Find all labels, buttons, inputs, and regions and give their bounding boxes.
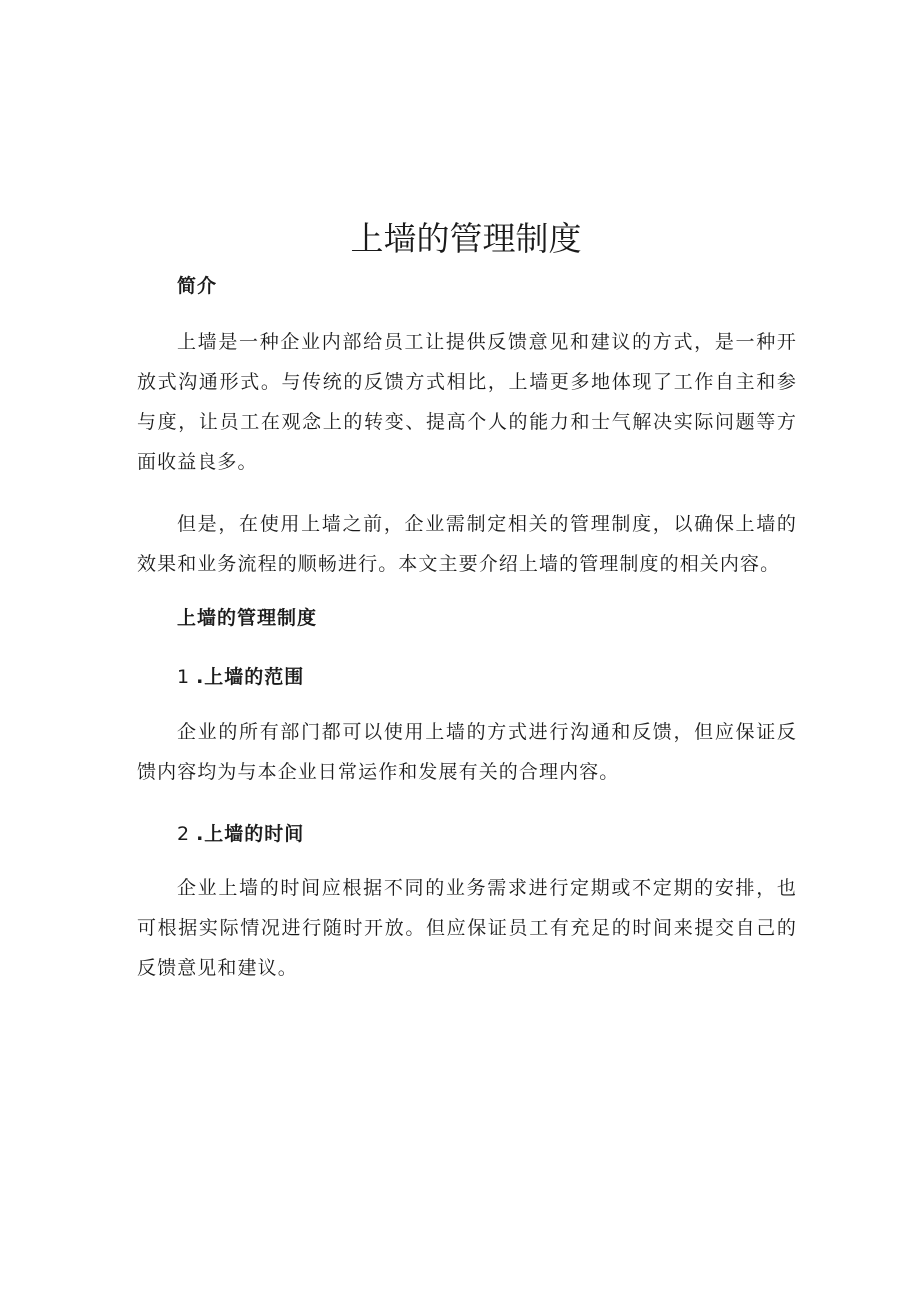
- subsection-body-scope: 企业的所有部门都可以使用上墙的方式进行沟通和反馈，但应保证反馈内容均为与本企业日常运作和发展有关的合理内容。: [137, 721, 797, 783]
- subsection-title: .上墙的时间: [196, 823, 305, 845]
- document-title: 上墙的管理制度: [350, 219, 582, 258]
- subsection-number: 2: [177, 823, 191, 845]
- intro-heading: 简介: [177, 275, 218, 297]
- subsection-heading-time: [177, 819, 304, 849]
- intro-paragraph-1: 上墙是一种企业内部给员工让提供反馈意见和建议的方式，是一种开放式沟通形式。与传统的反馈方式相比，上墙更多地体现了工作自主和参与度，让员工在观念上的转变、提高个人的能力和士气解决实际问题等方面收益良多。: [137, 331, 797, 473]
- subsection-number: 1: [177, 666, 191, 688]
- intro-paragraph-2: 但是，在使用上墙之前，企业需制定相关的管理制度，以确保上墙的效果和业务流程的顺畅进行。本文主要介绍上墙的管理制度的相关内容。: [137, 513, 797, 575]
- subsection-heading-scope: [177, 662, 304, 692]
- section-heading: 上墙的管理制度: [177, 607, 318, 629]
- subsection-title: .上墙的范围: [196, 666, 305, 688]
- subsection-body-time: 企业上墙的时间应根据不同的业务需求进行定期或不定期的安排，也可根据实际情况进行随时开放。但应保证员工有充足的时间来提交自己的反馈意见和建议。: [137, 877, 797, 979]
